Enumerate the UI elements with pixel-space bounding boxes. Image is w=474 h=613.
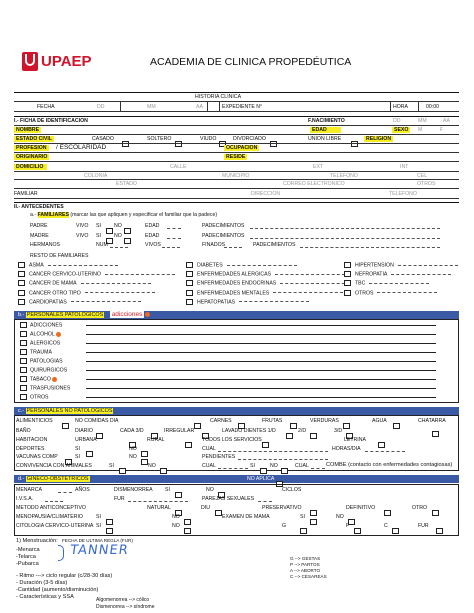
fam-condition-label: HIPERTENSION bbox=[355, 262, 394, 269]
union-checkbox[interactable] bbox=[351, 135, 358, 153]
pp-item[interactable] bbox=[20, 394, 48, 400]
pp-fill-line[interactable] bbox=[86, 397, 436, 398]
legend-gestas: G --> GESTAS bbox=[290, 556, 321, 561]
page-title: ACADEMIA DE CLINICA PROPEDÉUTICA bbox=[150, 56, 352, 68]
no-comidas-checkbox[interactable] bbox=[194, 417, 201, 435]
fam-condition-label: CANCER CERVICO-UTERINO bbox=[29, 271, 101, 278]
citologia-label: CITOLOGIA CERVICO-UTERINA bbox=[16, 523, 94, 529]
habitacion-label: HABITACION bbox=[16, 437, 48, 443]
edad-label: EDAD bbox=[310, 127, 341, 133]
id-section-title: I.- FICHA DE IDENTIFICACION bbox=[14, 118, 88, 124]
profesion-label: PROFESION bbox=[16, 145, 47, 151]
nac-mm[interactable]: MM bbox=[418, 118, 427, 124]
menopausia-no: NO bbox=[172, 514, 180, 520]
diu-checkbox[interactable] bbox=[215, 504, 222, 522]
pp-item[interactable] bbox=[20, 349, 52, 355]
pubarca-note: -Pubarca bbox=[16, 561, 39, 567]
fam-condition-row[interactable] bbox=[18, 280, 151, 286]
fecha-dd[interactable]: DD bbox=[97, 104, 105, 110]
madre-vivo: VIVO bbox=[76, 233, 89, 239]
diario-label: DIARIO bbox=[75, 428, 93, 434]
convivencia-cual: CUAL bbox=[202, 463, 216, 469]
checkbox[interactable] bbox=[20, 349, 27, 355]
agua-checkbox[interactable] bbox=[393, 417, 400, 435]
pp-title: PERSONALES PATOLÓGICOS bbox=[26, 312, 104, 318]
definitivo-checkbox[interactable] bbox=[384, 504, 391, 522]
examen-si-checkbox[interactable] bbox=[310, 513, 317, 531]
pnp-title: PERSONALES NO PATOLOGICOS bbox=[26, 408, 113, 414]
menstruacion-note: 1) Menstruación: bbox=[16, 538, 58, 544]
resto-familiares: RESTO DE FAMILIARES bbox=[30, 253, 89, 259]
nac-aa[interactable]: AA bbox=[443, 118, 450, 124]
telarca-note: -Telarca bbox=[16, 554, 36, 560]
correo-field[interactable]: CORREO ELECTRONICO bbox=[283, 181, 345, 187]
fill-line[interactable] bbox=[105, 274, 175, 275]
bracket-icon bbox=[58, 545, 64, 561]
citologia-no: NO bbox=[172, 523, 180, 529]
tanner-text: TANNER bbox=[69, 543, 130, 558]
otro-label: OTRO bbox=[412, 505, 427, 511]
divorciado-option[interactable]: DIVORCIADO bbox=[233, 136, 266, 142]
checkbox[interactable] bbox=[18, 290, 25, 296]
telefono-familiar-field[interactable]: TELEFONO bbox=[389, 191, 417, 197]
pp-item-label: TRASFUSIONES bbox=[30, 385, 71, 392]
ocupacion-label: OCUPACION bbox=[226, 145, 258, 151]
irregular-label: IRREGULAR bbox=[164, 428, 195, 434]
annotation-dot-icon bbox=[56, 332, 61, 337]
tres-d-label: 3/D bbox=[334, 428, 343, 434]
expediente-label: EXPEDIENTE N° bbox=[222, 104, 263, 110]
metodo-label: METODO ANTICONCEPTIVO bbox=[16, 505, 86, 511]
fam-condition-label: DIABETES bbox=[197, 262, 223, 269]
vacunas-si: SI bbox=[75, 454, 80, 460]
fill-line[interactable] bbox=[227, 265, 297, 266]
combe-cual: CUAL bbox=[295, 463, 309, 469]
pp-fill-line[interactable] bbox=[86, 370, 436, 371]
fam-condition-row[interactable] bbox=[18, 299, 141, 305]
pp-item-label: ALERGICOS bbox=[30, 340, 61, 347]
checkbox[interactable] bbox=[20, 322, 27, 328]
fam-condition-row[interactable] bbox=[186, 271, 345, 277]
letrina-label: LETRINA bbox=[344, 437, 366, 443]
checkbox[interactable] bbox=[18, 271, 25, 277]
fecha-mm[interactable]: MM bbox=[147, 104, 156, 110]
convivencia-no: NO bbox=[148, 463, 156, 469]
citologia-no-checkbox[interactable] bbox=[184, 522, 191, 540]
go-section-header: d.- GINECO-OBSTETRICOS bbox=[14, 475, 459, 483]
fam-condition-label: ENFERMEDADES ENDOCRINAS bbox=[197, 280, 277, 287]
vacunas-no: NO bbox=[129, 454, 137, 460]
checkbox[interactable] bbox=[20, 340, 27, 346]
fam-condition-row[interactable] bbox=[186, 280, 350, 286]
escolaridad-label: / ESCOLARIDAD bbox=[56, 144, 107, 151]
int-field[interactable]: INT bbox=[400, 164, 409, 170]
casado-checkbox[interactable] bbox=[122, 135, 129, 153]
menarca-label: MENARCA bbox=[16, 487, 42, 493]
pp-item[interactable] bbox=[20, 385, 70, 391]
telefono-field[interactable]: TELEFONO bbox=[330, 173, 358, 179]
pp-item-label: TRAUMA bbox=[30, 349, 52, 356]
checkbox[interactable] bbox=[186, 280, 193, 286]
deportes-label: DEPORTES bbox=[16, 446, 45, 452]
pp-item-label: QUIRURGICOS bbox=[30, 367, 68, 374]
pp-item[interactable] bbox=[20, 322, 62, 328]
padre-padecimientos: PADECIMIENTOS bbox=[202, 223, 245, 229]
frutas-label: FRUTAS bbox=[262, 418, 283, 424]
fur-checkbox[interactable] bbox=[436, 522, 443, 540]
pp-item[interactable] bbox=[20, 358, 63, 364]
hora-value[interactable]: 00:00 bbox=[426, 104, 439, 110]
fam-condition-label: CARDIOPATIAS bbox=[29, 299, 67, 306]
menarca-note: -Menarca bbox=[16, 547, 40, 553]
sexo-m[interactable]: M bbox=[418, 127, 423, 133]
pp-note: adicciones bbox=[111, 311, 143, 318]
checkbox[interactable] bbox=[20, 358, 27, 364]
lavado-label: LAVADO DIENTES 1/D bbox=[222, 428, 276, 434]
checkbox[interactable] bbox=[344, 271, 351, 277]
hermanos-num: NUM bbox=[96, 242, 108, 248]
c-label: C bbox=[384, 523, 388, 529]
checkbox[interactable] bbox=[186, 262, 193, 268]
fam-condition-row[interactable] bbox=[344, 262, 458, 268]
pp-item-label: OTROS bbox=[30, 394, 49, 401]
examen-si: SI bbox=[300, 514, 305, 520]
duracion-note: - Duración (3-5 días) bbox=[16, 580, 68, 586]
deportes-no: NO bbox=[129, 446, 137, 452]
pp-item[interactable] bbox=[20, 331, 61, 337]
pp-item-label: ALCOHOL bbox=[30, 331, 55, 338]
fecha-regla-note: FECHA DE ULTIMA REGLA (FUR) bbox=[62, 538, 133, 543]
soltero-option[interactable]: SOLTERO bbox=[147, 136, 172, 142]
fam-condition-label: CANCER OTRO TIPO bbox=[29, 289, 81, 296]
pendientes-label: PENDIENTES bbox=[202, 454, 236, 460]
fam-condition-row[interactable] bbox=[18, 262, 118, 268]
diu-label: DIU bbox=[201, 505, 210, 511]
familiar-label: FAMILIAR bbox=[14, 191, 38, 197]
dos-d-label: 2/D bbox=[298, 428, 307, 434]
fam-condition-row[interactable] bbox=[344, 280, 429, 286]
convivencia-label: CONVIVENCIA CON ANIMALES bbox=[16, 463, 92, 469]
lavado-checkbox[interactable] bbox=[286, 427, 293, 445]
municipio-field[interactable]: MUNICIPIO bbox=[222, 173, 250, 179]
upaep-logo bbox=[22, 52, 38, 71]
dismenorrea-note: Dismenorrea --> síndrome bbox=[96, 604, 155, 610]
agua-label: AGUA bbox=[372, 418, 387, 424]
logo-text: UPAEP bbox=[41, 53, 92, 70]
chatarra-checkbox[interactable] bbox=[432, 425, 439, 443]
madre-edad: EDAD bbox=[145, 233, 160, 239]
chatarra-label: CHATARRA bbox=[418, 418, 446, 424]
legend-aborto: A --> ABORTO bbox=[290, 568, 321, 573]
familiares-label: FAMILIARES bbox=[37, 212, 69, 218]
fill-line[interactable] bbox=[391, 274, 451, 275]
definitivo-label: DEFINITIVO bbox=[346, 505, 376, 511]
madre-label: MADRE bbox=[30, 233, 49, 239]
combe-si: SI bbox=[250, 463, 255, 469]
verduras-label: VERDURAS bbox=[310, 418, 339, 424]
carnes-label: CARNES bbox=[210, 418, 232, 424]
checkbox[interactable] bbox=[344, 280, 351, 286]
fam-condition-row[interactable] bbox=[186, 290, 343, 296]
calle-field[interactable]: CALLE bbox=[170, 164, 187, 170]
padre-label: PADRE bbox=[30, 223, 48, 229]
ext-field[interactable]: EXT bbox=[313, 164, 324, 170]
fam-condition-row[interactable] bbox=[186, 299, 309, 305]
padre-edad: EDAD bbox=[145, 223, 160, 229]
familiares-note: (marcar las que apliquen y especificar el familiar que la padece) bbox=[70, 212, 218, 218]
rural-checkbox[interactable] bbox=[185, 436, 192, 454]
checkbox[interactable] bbox=[18, 262, 25, 268]
form-title: HISTORIA CLINICA bbox=[195, 94, 242, 100]
examen-label: EXAMEN DE MAMA bbox=[222, 514, 270, 520]
checkbox[interactable] bbox=[20, 394, 27, 400]
fill-line[interactable] bbox=[377, 292, 437, 293]
p-checkbox[interactable] bbox=[354, 522, 361, 540]
fam-condition-row[interactable] bbox=[18, 290, 155, 296]
go-title: GINECO-OBSTETRICOS bbox=[26, 476, 89, 482]
dos-d-checkbox[interactable] bbox=[310, 427, 317, 445]
fill-line[interactable] bbox=[280, 283, 350, 284]
fill-line[interactable] bbox=[48, 265, 118, 266]
pp-item[interactable] bbox=[20, 376, 57, 382]
citologia-si: SI bbox=[96, 523, 101, 529]
fam-condition-label: ASMA bbox=[29, 262, 44, 269]
anos-label: AÑOS bbox=[75, 487, 90, 493]
fam-condition-row[interactable] bbox=[344, 290, 437, 296]
pp-fill-line[interactable] bbox=[86, 352, 436, 353]
checkbox[interactable] bbox=[186, 271, 193, 277]
nacimiento-label: F.NACIMIENTO bbox=[308, 118, 345, 124]
fill-line[interactable] bbox=[275, 274, 345, 275]
fam-condition-row[interactable] bbox=[186, 262, 297, 268]
ritmo-note: - Ritmo ---> ciclo regular (c/28-30 días) bbox=[16, 573, 113, 579]
fecha-label: FECHA bbox=[37, 104, 55, 110]
hermanos-vivos: VIVOS bbox=[145, 242, 161, 248]
pp-item-label: ADICCIONES bbox=[30, 322, 63, 329]
sexo-label: SEXO bbox=[394, 127, 409, 133]
pp-item[interactable] bbox=[20, 340, 60, 346]
annotation-dot-icon bbox=[52, 377, 57, 382]
annotation-dot-icon bbox=[145, 312, 150, 317]
hermanos-label: HERMANOS bbox=[30, 242, 60, 248]
madre-padecimientos: PADECIMIENTOS bbox=[202, 233, 245, 239]
union-option[interactable]: UNION LIBRE bbox=[308, 136, 342, 142]
preservativo-label: PRESERVATIVO bbox=[262, 505, 302, 511]
fill-line[interactable] bbox=[369, 283, 429, 284]
pp-fill-line[interactable] bbox=[86, 343, 436, 344]
combe-no: NO bbox=[270, 463, 278, 469]
fill-line[interactable] bbox=[239, 301, 309, 302]
pp-item[interactable] bbox=[20, 367, 67, 373]
fill-line[interactable] bbox=[85, 292, 155, 293]
deportes-si-checkbox[interactable] bbox=[86, 445, 93, 463]
pp-fill-line[interactable] bbox=[86, 388, 436, 389]
pp-fill-line[interactable] bbox=[86, 379, 436, 380]
pp-item-label: PATOLOGIAS bbox=[30, 358, 63, 365]
hermanos-finados: FINADOS bbox=[202, 242, 226, 248]
combe-label: COMBE (contacto con enfermedades contagiosas) bbox=[326, 462, 453, 468]
soltero-checkbox[interactable] bbox=[175, 135, 182, 153]
urbana-label: URBANA bbox=[75, 437, 97, 443]
deportes-cual: CUAL bbox=[202, 446, 216, 452]
ciclos-label: CICLOS bbox=[282, 487, 302, 493]
cel-field[interactable]: CEL bbox=[417, 173, 428, 179]
legend-cesareas: C --> CESAREAS bbox=[290, 574, 327, 579]
checkbox[interactable] bbox=[18, 299, 25, 305]
horas-label: HORAS/DIA bbox=[332, 446, 361, 452]
parejas-label: PAREJAS SEXUALES bbox=[202, 496, 255, 502]
rural-label: RURAL bbox=[147, 437, 165, 443]
checkbox[interactable] bbox=[344, 290, 351, 296]
c-checkbox[interactable] bbox=[392, 522, 399, 540]
hermanos-padecimientos: PADECIMIENTOS bbox=[253, 242, 296, 248]
pp-item-label: TABACO bbox=[30, 376, 51, 383]
fill-line[interactable] bbox=[71, 301, 141, 302]
bano-label: BAÑO bbox=[16, 428, 31, 434]
fill-line[interactable] bbox=[273, 292, 343, 293]
pp-section-header: b.- PERSONALES PATOLÓGICOS adicciones bbox=[14, 311, 459, 319]
direccion-field[interactable]: DIRECCION bbox=[251, 191, 281, 197]
domicilio-label: DOMICILIO bbox=[14, 164, 47, 170]
fam-condition-label: NEFROPATIA bbox=[355, 271, 388, 278]
antecedentes-title: II.- ANTECEDENTES bbox=[14, 204, 64, 210]
ivsa-label: I.V.S.A. bbox=[16, 496, 34, 502]
fam-condition-label: HEPATOPATIAS bbox=[197, 299, 236, 306]
alimenticios-checkbox[interactable] bbox=[62, 417, 69, 435]
cantidad-note: -Cantidad (aumento/disminución) bbox=[16, 587, 99, 593]
checkbox[interactable] bbox=[20, 331, 27, 337]
checkbox[interactable] bbox=[20, 367, 27, 373]
sexo-f[interactable]: F bbox=[440, 127, 444, 133]
colonia-field[interactable]: COLONIA bbox=[84, 173, 108, 179]
tanner-annotation bbox=[58, 543, 130, 563]
checkbox[interactable] bbox=[20, 376, 27, 382]
religion-label: RELIGION bbox=[366, 136, 392, 142]
casado-option[interactable]: CASADO bbox=[92, 136, 114, 142]
pnp-section-header: c.- PERSONALES NO PATOLOGICOS bbox=[14, 407, 459, 415]
servicios-label: TODOS LOS SERVICIOS bbox=[202, 437, 262, 443]
checkbox[interactable] bbox=[20, 385, 27, 391]
convivencia-si: SI bbox=[109, 463, 114, 469]
reside-label: RESIDE bbox=[226, 154, 246, 160]
pp-fill-line[interactable] bbox=[86, 361, 436, 362]
cada3-label: CADA 3/D bbox=[120, 428, 144, 434]
algomenorrea-note: Algomenorrea --> cólico bbox=[96, 597, 150, 603]
caracteristicas-note: - Características y SSA bbox=[16, 594, 74, 600]
p-label: P bbox=[346, 523, 350, 529]
fill-line[interactable] bbox=[81, 283, 151, 284]
deportes-si: SI bbox=[75, 446, 80, 452]
fam-condition-label: TBC bbox=[355, 280, 366, 287]
g-checkbox[interactable] bbox=[300, 522, 307, 540]
vacunas-label: VACUNAS COMP bbox=[16, 454, 58, 460]
dismenorrea-label: DISMENORREA bbox=[114, 487, 153, 493]
familiares-heading: a.- FAMILIARES (marcar las que apliquen y especificar el familiar que la padece) bbox=[30, 212, 218, 218]
dismenorrea-si: SI bbox=[165, 487, 170, 493]
fam-condition-row[interactable] bbox=[18, 271, 175, 277]
fill-line[interactable] bbox=[398, 265, 458, 266]
vacunas-no-checkbox[interactable] bbox=[141, 453, 148, 471]
pp-fill-line[interactable] bbox=[86, 334, 436, 335]
diario-checkbox[interactable] bbox=[96, 427, 103, 445]
dismenorrea-no: NO bbox=[206, 487, 214, 493]
examen-no: NO bbox=[336, 514, 344, 520]
padre-vivo: VIVO bbox=[76, 223, 89, 229]
otro-checkbox[interactable] bbox=[432, 504, 439, 522]
menopausia-si: SI bbox=[96, 514, 101, 520]
checkbox[interactable] bbox=[186, 299, 193, 305]
hora-label: HORA bbox=[393, 104, 408, 110]
legend-partos: P --> PARTOS bbox=[290, 562, 320, 567]
fur-label: FUR bbox=[114, 496, 125, 502]
originario-label: ORIGINARIO bbox=[16, 154, 48, 160]
estado-civil-label: ESTADO CIVIL bbox=[16, 136, 52, 142]
madre-si: SI bbox=[96, 233, 101, 239]
pp-fill-line[interactable] bbox=[86, 325, 436, 326]
madre-no: NO bbox=[114, 233, 122, 239]
no-aplica-label: NO APLICA bbox=[247, 476, 275, 482]
padre-si: SI bbox=[96, 223, 101, 229]
nac-dd[interactable]: DD bbox=[393, 118, 401, 124]
otros-field[interactable]: OTROS bbox=[417, 181, 436, 187]
fecha-aa[interactable]: AA bbox=[196, 104, 203, 110]
divorciado-checkbox[interactable] bbox=[270, 135, 277, 153]
fam-condition-label: ENFERMEDADES ALERGICAS bbox=[197, 271, 272, 278]
estado-field[interactable]: ESTADO bbox=[116, 181, 137, 187]
menopausia-label: MENOPAUSIA/CLIMATERIO bbox=[16, 514, 83, 520]
fam-condition-label: CANCER DE MAMA bbox=[29, 280, 77, 287]
fam-condition-row[interactable] bbox=[344, 271, 451, 277]
no-comidas-label: NO COMIDAS DIA bbox=[75, 418, 119, 424]
checkbox[interactable] bbox=[18, 280, 25, 286]
fam-condition-label: ENFERMEDADES MENTALES bbox=[197, 289, 270, 296]
alimenticios-label: ALIMENTICIOS bbox=[16, 418, 53, 424]
padre-no: NO bbox=[114, 223, 122, 229]
checkbox[interactable] bbox=[186, 290, 193, 296]
fam-condition-label: OTROS bbox=[355, 289, 374, 296]
nombre-label: NOMBRE bbox=[16, 127, 40, 133]
checkbox[interactable] bbox=[344, 262, 351, 268]
viudo-option[interactable]: VIUDO bbox=[200, 136, 217, 142]
natural-label: NATURAL bbox=[147, 505, 171, 511]
g-label: G bbox=[282, 523, 287, 529]
fur-label-2: FUR bbox=[418, 523, 429, 529]
